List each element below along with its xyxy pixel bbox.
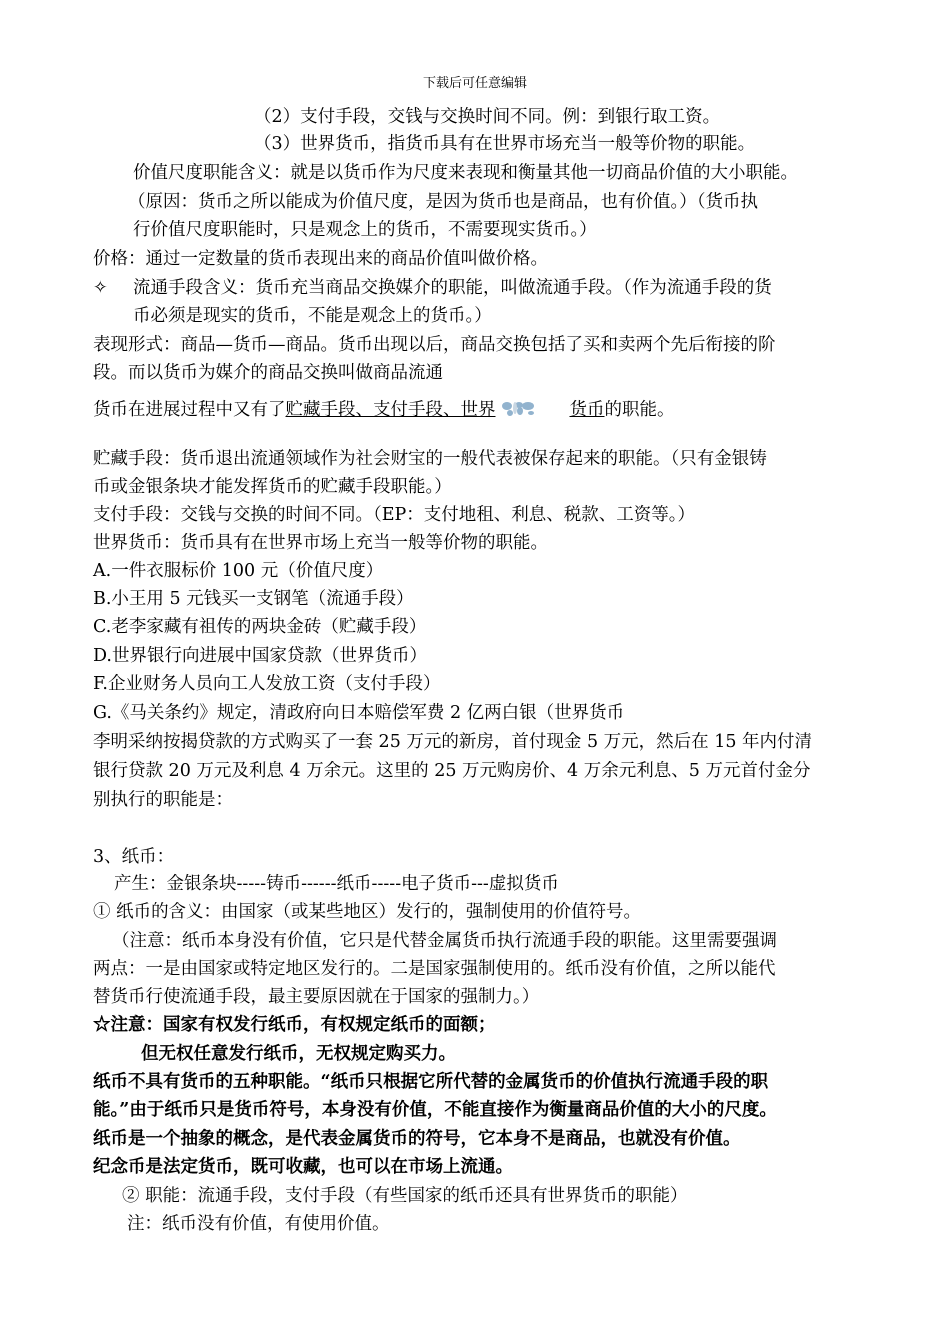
text-line: 世界货币：货币具有在世界市场上充当一般等价物的职能。 <box>93 533 548 553</box>
text-line: （3）世界货币，指货币具有在世界市场充当一般等价物的职能。 <box>254 134 756 154</box>
text-line: 支付手段：交钱与交换的时间不同。（EP：支付地租、利息、税款、工资等。） <box>93 505 696 525</box>
text-line <box>93 397 675 426</box>
text-line: 贮藏手段：货币退出流通领域作为社会财宝的一般代表被保存起来的职能。（只有金银铸 <box>93 449 767 469</box>
bold-note: 纸币不具有货币的五种职能。“纸币只根据它所代替的金属货币的价值执行流通手段的职 <box>93 1072 769 1092</box>
text-line: 价格：通过一定数量的货币表现出来的商品价值叫做价格。 <box>93 249 548 269</box>
option-item: A.一件衣服标价 100 元（价值尺度） <box>93 561 384 581</box>
bold-note: 能。”由于纸币只是货币符号，本身没有价值，不能直接作为衡量商品价值的大小的尺度。 <box>93 1100 777 1120</box>
text-segment: 的职能。 <box>604 400 675 420</box>
text-line: 银行贷款 20 万元及利息 4 万余元。这里的 25 万元购房价、4 万余元利息、5 万元首付金分 <box>93 761 811 781</box>
text-segment: 货币在进展过程中又有了 <box>93 400 286 420</box>
bold-note: 但无权任意发行纸币，无权规定购买力。 <box>141 1044 456 1064</box>
text-line: （2）支付手段，交钱与交换时间不同。例：到银行取工资。 <box>254 107 721 127</box>
text-line: 别执行的职能是： <box>93 790 233 810</box>
option-item: D.世界银行向进展中国家贷款（世界货币） <box>93 646 427 666</box>
text-line: （原因：货币之所以能成为价值尺度，是因为货币也是商品，也有价值。）（货币执 <box>128 192 758 212</box>
option-item: C.老李家藏有祖传的两块金砖（贮藏手段） <box>93 617 427 637</box>
bold-note: 纸币是一个抽象的概念，是代表金属货币的符号，它本身不是商品，也就没有价值。 <box>93 1129 741 1149</box>
text-line: 注：纸币没有价值，有使用价值。 <box>127 1214 390 1234</box>
option-item: G.《马关条约》规定，清政府向日本赔偿军费 2 亿两白银（世界货币 <box>93 703 625 723</box>
option-item: B.小王用 5 元钱买一支钢笔（流通手段） <box>93 589 414 609</box>
text-line: 币必须是现实的货币，不能是观念上的货币。） <box>133 306 492 326</box>
bold-note: ☆注意：国家有权发行纸币，有权规定纸币的面额； <box>93 1015 496 1035</box>
text-line: 段。而以货币为媒介的商品交换叫做商品流通 <box>93 363 443 383</box>
text-line: ① 纸币的含义：由国家（或某些地区）发行的，强制使用的价值符号。 <box>93 902 642 922</box>
text-line: 表现形式：商品—货币—商品。货币出现以后，商品交换包括了买和卖两个先后衔接的阶 <box>93 335 776 355</box>
section-heading: 3、纸币： <box>93 847 175 867</box>
bold-note: 纪念币是法定货币，既可收藏，也可以在市场上流通。 <box>93 1157 513 1177</box>
text-line: （注意：纸币本身没有价值，它只是代替金属货币执行流通手段的职能。这里需要强调 <box>112 931 777 951</box>
text-line: 李明采纳按揭贷款的方式购买了一套 25 万元的新房，首付现金 5 万元，然后在 15 年内付清 <box>93 732 813 752</box>
text-line: ② 职能：流通手段，支付手段（有些国家的纸币还具有世界货币的职能） <box>122 1186 688 1206</box>
text-line: 替货币行使流通手段，最主要原因就在于国家的强制力。） <box>93 987 540 1007</box>
option-item: F.企业财务人员向工人发放工资（支付手段） <box>93 674 441 694</box>
underlined-text: 贮藏手段、支付手段、世界 <box>285 400 496 420</box>
text-line: 流通手段含义：货币充当商品交换媒介的职能，叫做流通手段。（作为流通手段的货 <box>133 278 772 298</box>
text-line: 行价值尺度职能时，只是观念上的货币，不需要现实货币。） <box>133 220 597 240</box>
page-header: 下载后可任意编辑 <box>422 76 527 91</box>
text-line: 价值尺度职能含义：就是以货币作为尺度来表现和衡量其他一切商品价值的大小职能。 <box>133 163 798 183</box>
underlined-text: 货币 <box>569 400 605 420</box>
text-line: 币或金银条块才能发挥货币的贮藏手段职能。） <box>93 477 452 497</box>
text-line: 产生：金银条块-----铸币------纸币-----电子货币---虚拟货币 <box>114 874 559 894</box>
world-map-icon <box>500 398 536 426</box>
bullet-icon: ✧ <box>93 278 108 298</box>
text-line: 两点：一是由国家或特定地区发行的。二是国家强制使用的。纸币没有价值，之所以能代 <box>93 959 776 979</box>
